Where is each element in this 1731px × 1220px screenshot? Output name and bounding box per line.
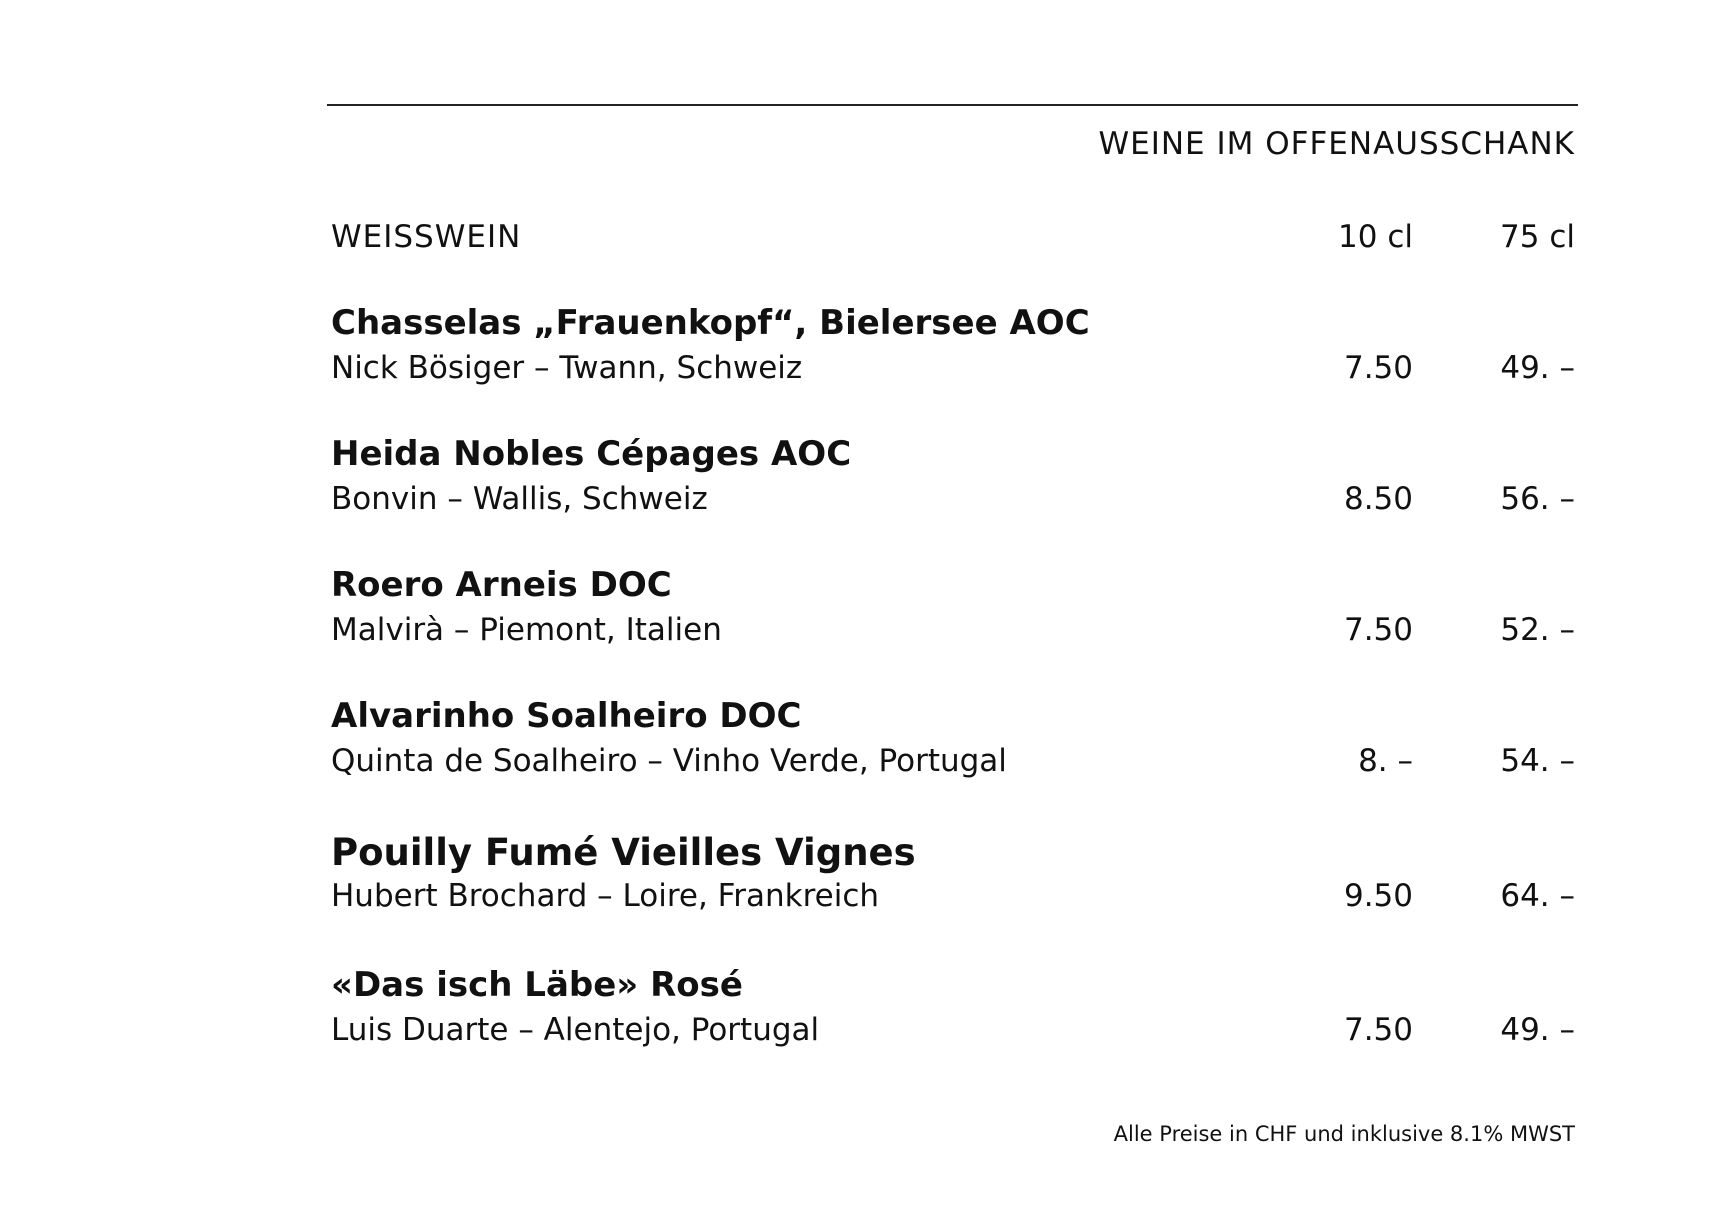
- top-divider: [327, 104, 1578, 106]
- price-75cl: 49. –: [1500, 350, 1575, 386]
- price-75cl: 56. –: [1500, 481, 1575, 517]
- wine-producer: Hubert Brochard – Loire, Frankreich: [331, 878, 880, 914]
- wine-name: «Das isch Läbe» Rosé: [331, 965, 743, 1005]
- price-75cl: 49. –: [1500, 1012, 1575, 1048]
- wine-name: Chasselas „Frauenkopf“, Bielersee AOC: [331, 303, 1090, 343]
- section-title: WEISSWEIN: [331, 219, 522, 255]
- page-title: WEINE IM OFFENAUSSCHANK: [1098, 126, 1575, 162]
- price-10cl: 8.50: [1343, 481, 1413, 517]
- wine-name: Alvarinho Soalheiro DOC: [331, 696, 802, 736]
- wine-producer: Bonvin – Wallis, Schweiz: [331, 481, 708, 517]
- wine-entry: [0, 434, 1731, 524]
- wine-name: Heida Nobles Cépages AOC: [331, 434, 852, 474]
- wine-entry: [0, 565, 1731, 655]
- wine-entry: [0, 831, 1731, 921]
- wine-producer: Luis Duarte – Alentejo, Portugal: [331, 1012, 820, 1048]
- price-footnote: Alle Preise in CHF und inklusive 8.1% MWST: [1113, 1122, 1575, 1146]
- wine-name: Roero Arneis DOC: [331, 565, 672, 605]
- price-75cl: 54. –: [1500, 743, 1575, 779]
- wine-producer: Nick Bösiger – Twann, Schweiz: [331, 350, 803, 386]
- wine-producer: Malvirà – Piemont, Italien: [331, 612, 722, 648]
- column-header-10cl: 10 cl: [1338, 219, 1413, 255]
- wine-name: Pouilly Fumé Vieilles Vignes: [331, 831, 916, 874]
- price-10cl: 7.50: [1343, 612, 1413, 648]
- price-75cl: 64. –: [1500, 878, 1575, 914]
- price-10cl: 8. –: [1358, 743, 1413, 779]
- wine-producer: Quinta de Soalheiro – Vinho Verde, Portugal: [331, 743, 1007, 779]
- price-75cl: 52. –: [1500, 612, 1575, 648]
- price-10cl: 9.50: [1343, 878, 1413, 914]
- price-10cl: 7.50: [1343, 350, 1413, 386]
- wine-entry: [0, 303, 1731, 393]
- price-10cl: 7.50: [1343, 1012, 1413, 1048]
- wine-entry: [0, 696, 1731, 786]
- column-header-75cl: 75 cl: [1500, 219, 1575, 255]
- wine-entry: [0, 965, 1731, 1055]
